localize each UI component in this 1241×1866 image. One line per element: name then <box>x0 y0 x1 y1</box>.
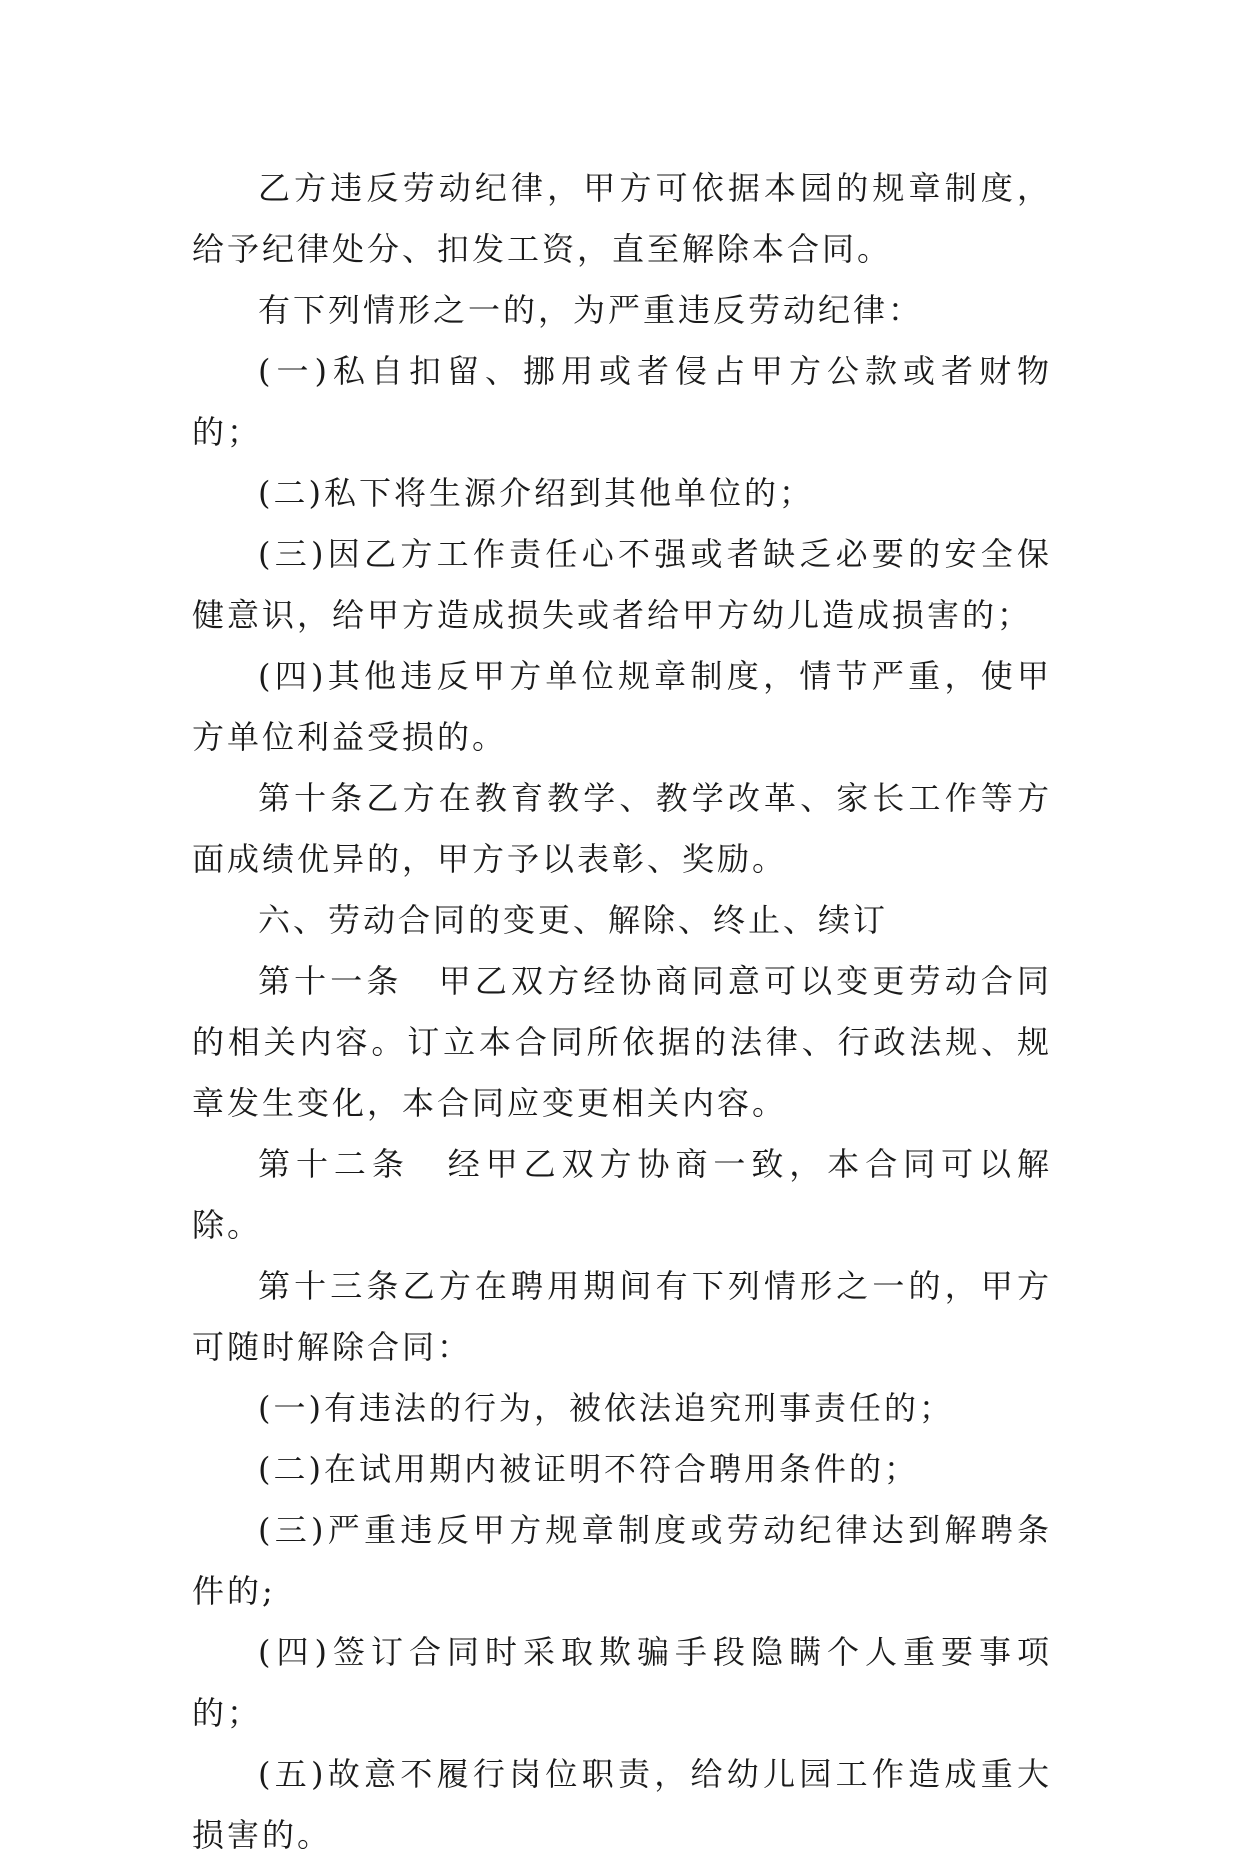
paragraph-serious-violation-intro: 有下列情形之一的，为严重违反劳动纪律： <box>258 291 924 329</box>
paragraph-violation-4: (四)其他违反甲方单位规章制度，情节严重，使甲方单位利益受损的。 <box>192 657 1052 756</box>
paragraph-termination-4: (四)签订合同时采取欺骗手段隐瞒个人重要事项的； <box>192 1633 1052 1732</box>
paragraph-discipline-penalty: 乙方违反劳动纪律，甲方可依据本园的规章制度，给予纪律处分、扣发工资，直至解除本合同。 <box>192 169 1052 268</box>
document-body <box>192 158 1052 1866</box>
paragraph-article-12: 第十二条 经甲乙双方协商一致，本合同可以解除。 <box>192 1145 1052 1244</box>
paragraph-article-11: 第十一条 甲乙双方经协商同意可以变更劳动合同的相关内容。订立本合同所依据的法律、行政法规、规章发生变化，本合同应变更相关内容。 <box>192 962 1052 1122</box>
paragraph-violation-1: (一)私自扣留、挪用或者侵占甲方公款或者财物的； <box>192 352 1052 451</box>
paragraph-termination-5: (五)故意不履行岗位职责，给幼儿园工作造成重大损害的。 <box>192 1755 1052 1854</box>
paragraph-termination-3: (三)严重违反甲方规章制度或劳动纪律达到解聘条件的; <box>192 1511 1052 1610</box>
paragraph-article-10: 第十条乙方在教育教学、教学改革、家长工作等方面成绩优异的，甲方予以表彰、奖励。 <box>192 779 1052 878</box>
paragraph-termination-2: (二)在试用期内被证明不符合聘用条件的； <box>258 1450 919 1488</box>
paragraph-termination-1: (一)有违法的行为，被依法追究刑事责任的； <box>258 1389 954 1427</box>
paragraph-violation-2: (二)私下将生源介绍到其他单位的； <box>258 474 814 512</box>
paragraph-article-13: 第十三条乙方在聘用期间有下列情形之一的，甲方可随时解除合同： <box>192 1267 1052 1366</box>
section-heading-6: 六、劳动合同的变更、解除、终止、续订 <box>258 901 889 939</box>
paragraph-violation-3: (三)因乙方工作责任心不强或者缺乏必要的安全保健意识，给甲方造成损失或者给甲方幼儿造成损害的； <box>192 535 1052 634</box>
